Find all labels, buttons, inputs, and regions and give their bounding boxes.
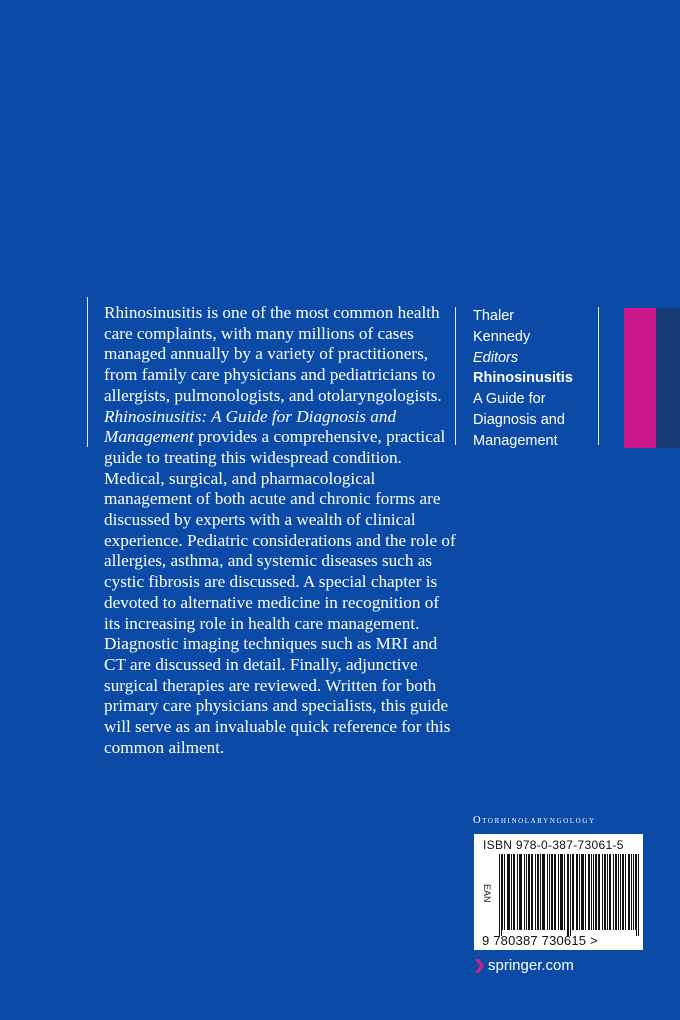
barcode-bar [519,854,520,930]
barcode-panel [474,834,643,950]
barcode-bar [549,854,550,930]
barcode-bar [585,854,586,930]
barcode-bar [615,854,616,930]
barcode-bar [507,854,508,930]
barcode-bar [629,854,630,930]
barcode-bar [610,854,611,930]
author-thaler: Thaler [473,308,515,324]
barcode-bar [552,854,553,930]
publisher-logo[interactable] [474,957,574,974]
barcode-bar [636,854,637,936]
barcode-bar [544,854,545,930]
barcode-bar [517,854,518,930]
subtitle-line-2: Diagnosis and [473,411,565,428]
barcode-bar [591,854,592,930]
barcode-bar [576,854,577,930]
barcode-bar [508,854,509,930]
barcode-bar [595,854,596,930]
blurb-book-title: Rhinosinusitis: A Guide for Diagnosis and Management [104,406,397,447]
barcode-bar [535,854,536,930]
barcode-bar [622,854,623,930]
barcode-bar [521,854,522,930]
barcode-bar [583,854,584,930]
ean-label: EAN [482,884,492,903]
barcode-bar [514,854,515,930]
barcode-bar [582,854,583,930]
barcode-bar [504,854,505,930]
barcode-bar [616,854,617,930]
barcode-bar [623,854,624,930]
barcode-bar [558,854,559,930]
barcode-bar [528,854,529,930]
magenta-stripe [624,308,656,448]
book-title: Rhinosinusitis [473,370,573,387]
barcode-bar [599,854,600,930]
barcode-bar [602,854,603,930]
barcode-bar [593,854,594,930]
barcode-bar [620,854,621,930]
barcode-bar [543,854,544,930]
author-kennedy: Kennedy [473,328,531,345]
barcode-bars [499,854,639,936]
barcode-bar [609,854,610,930]
barcode-bar [607,854,608,930]
barcode-bar [605,854,606,930]
blurb-text-2: provides a comprehensive, practical guide to treating this widespread condition. Medical, surgical, and pharmacological management of both acute and chronic forms are discussed by experts with a wealth of clinical experience. Pediatric considerations and the role of allergies, asthma, and systemic diseases such as cystic fibrosis are discussed. A special chapter is devoted to alternative medicine in recognition of its increasing role in health care management. Diagnostic imaging techniques such as MRI and CT are discussed in detail. Finally, adjunctive surgical therapies are reviewed. Written for both primary care physicians and specialists, this guide will serve as an invaluable quick reference for this common ailment. [104,427,456,757]
barcode-bar [579,854,580,930]
series-text: Otorhinolaryngology [473,815,596,826]
barcode-bar [562,854,563,930]
barcode-bar [596,854,597,930]
barcode-bar [573,854,574,930]
description-blurb [104,303,456,758]
barcode-bar [542,854,543,930]
barcode-bar [509,854,510,930]
barcode-bar [501,854,502,936]
barcode-bar [499,854,500,936]
barcode-bar [529,854,530,930]
barcode-bar [502,854,503,930]
series-name [473,815,596,826]
barcode-bar [625,854,626,930]
barcode-bar [631,854,632,930]
book-info [473,306,593,452]
barcode-bar [532,854,533,930]
subtitle-line-1: A Guide for [473,391,546,408]
barcode-bar [604,854,605,930]
barcode-bar [554,854,555,930]
barcode-bar [540,854,541,930]
chevron-right-icon [474,959,484,973]
editors-label: Editors [473,349,519,366]
barcode-bar [572,854,573,930]
barcode-bar [538,854,539,930]
barcode-bar [613,854,614,930]
barcode-bar [561,854,562,930]
barcode-bar [520,854,521,930]
barcode-bar [526,854,527,930]
barcode-bar [537,854,538,930]
barcode-bar [570,854,571,936]
barcode-bar [633,854,634,930]
isbn-text: ISBN 978-0-387-73061-5 [483,838,624,852]
barcode-bar [547,854,548,930]
publisher-url: springer.com [488,957,574,974]
info-rule-left [455,307,456,445]
left-rule [87,297,88,447]
barcode-bar [568,854,569,936]
barcode-bar [560,854,561,930]
barcode-bar [567,854,568,936]
barcode-bar [513,854,514,930]
barcode-bar [618,854,619,930]
barcode-bar [638,854,639,936]
barcode-bar [577,854,578,930]
barcode-bar [598,854,599,930]
barcode-bar [628,854,629,930]
blurb-text-1: Rhinosinusitis is one of the most common health care complaints, with many millions of cases managed annually by a variety of practitioners, from family care physicians and pediatricians to allergists, pulmonologists, and otolaryngologists. [104,303,442,405]
barcode-bar [589,854,590,930]
barcode-bar [581,854,582,930]
barcode-digits: 9 780387 730615 > [482,933,598,948]
barcode-bar [511,854,512,930]
barcode-bar [531,854,532,930]
subtitle-line-3: Management [473,432,558,449]
barcode-bar [588,854,589,930]
barcode-bar [524,854,525,930]
barcode-bar [564,854,565,930]
barcode-bar [555,854,556,930]
info-rule-right [598,307,599,445]
barcode-bar [635,854,636,930]
navy-stripe [656,308,680,448]
barcode-bar [551,854,552,930]
